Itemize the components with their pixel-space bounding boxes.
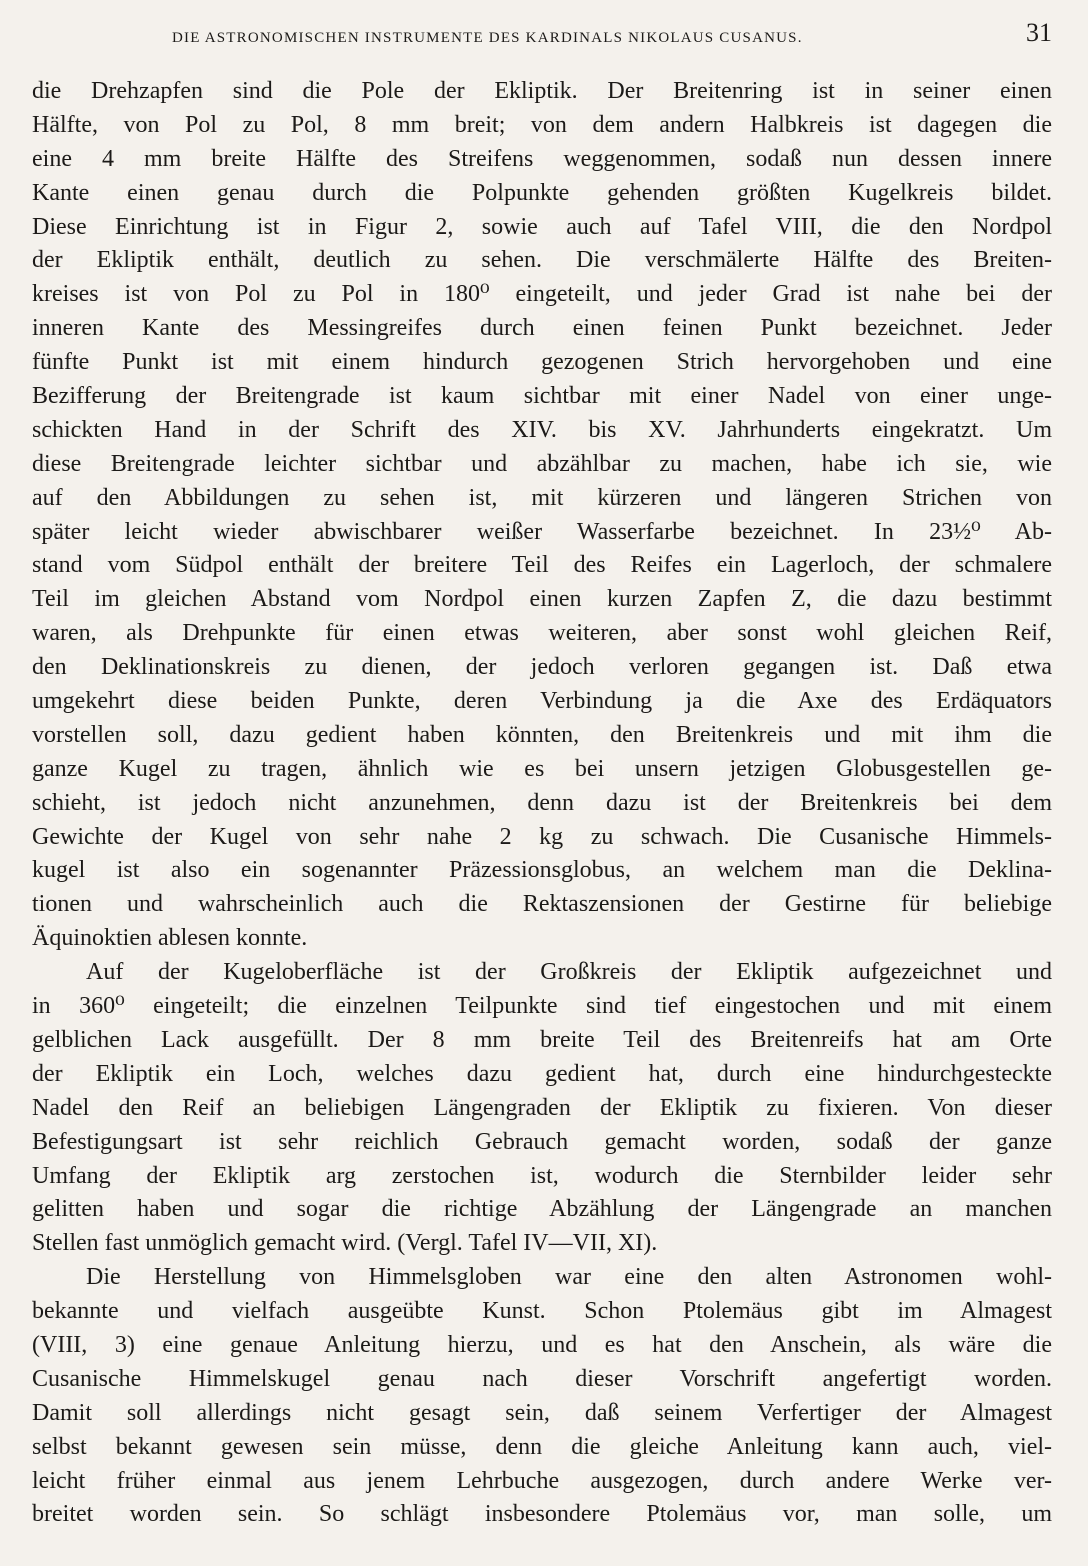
text-line: stand vom Südpol enthält der breitere Teil des Reifes ein Lagerloch, der schmalere: [32, 552, 1052, 579]
body-text: [32, 75, 1052, 1532]
text-line: leicht früher einmal aus jenem Lehrbuche ausgezogen, durch andere Werke ver-: [32, 1467, 1052, 1494]
text-line: Umfang der Ekliptik arg zerstochen ist, wodurch die Sternbilder leider sehr: [32, 1162, 1052, 1189]
text-line: Die Herstellung von Himmelsgloben war eine den alten Astronomen wohl-: [86, 1264, 1052, 1291]
text-line: breitet worden sein. So schlägt insbesondere Ptolemäus vor, man solle, um: [32, 1501, 1052, 1528]
text-line: der Ekliptik ein Loch, welches dazu gedient hat, durch eine hindurchgesteckte: [32, 1060, 1052, 1087]
text-line: Äquinoktien ablesen konnte.: [32, 925, 308, 952]
text-line: in 360⁰ eingeteilt; die einzelnen Teilpunkte sind tief eingestochen und mit einem: [32, 993, 1052, 1020]
page-number: 31: [1026, 18, 1052, 47]
text-line: Gewichte der Kugel von sehr nahe 2 kg zu schwach. Die Cusanische Himmels-: [32, 823, 1052, 850]
text-line: Diese Einrichtung ist in Figur 2, sowie auch auf Tafel VIII, die den Nordpol: [32, 213, 1052, 240]
text-line: Kante einen genau durch die Polpunkte gehenden größten Kugelkreis bildet.: [32, 179, 1052, 206]
text-line: gelblichen Lack ausgefüllt. Der 8 mm breite Teil des Breitenreifs hat am Orte: [32, 1026, 1052, 1053]
text-line: Stellen fast unmöglich gemacht wird. (Vergl. Tafel IV—VII, XI).: [32, 1230, 658, 1257]
text-line: Nadel den Reif an beliebigen Längengraden der Ekliptik zu fixieren. Von dieser: [32, 1094, 1052, 1121]
text-line: später leicht wieder abwischbarer weißer Wasserfarbe bezeichnet. In 23½⁰ Ab-: [32, 518, 1052, 545]
running-title: DIE ASTRONOMISCHEN INSTRUMENTE DES KARDINALS NIKOLAUS CUSANUS.: [172, 30, 803, 46]
text-line: diese Breitengrade leichter sichtbar und abzählbar zu machen, habe ich sie, wie: [32, 450, 1052, 477]
text-line: inneren Kante des Messingreifes durch einen feinen Punkt bezeichnet. Jeder: [32, 315, 1052, 342]
text-line: schieht, ist jedoch nicht anzunehmen, denn dazu ist der Breitenkreis bei dem: [32, 789, 1052, 816]
text-line: Hälfte, von Pol zu Pol, 8 mm breit; von dem andern Halbkreis ist dagegen die: [32, 111, 1052, 138]
text-line: ganze Kugel zu tragen, ähnlich wie es bei unsern jetzigen Globusgestellen ge-: [32, 755, 1052, 782]
text-line: Damit soll allerdings nicht gesagt sein, daß seinem Verfertiger der Almagest: [32, 1399, 1052, 1426]
text-line: selbst bekannt gewesen sein müsse, denn die gleiche Anleitung kann auch, viel-: [32, 1433, 1052, 1460]
text-line: vorstellen soll, dazu gedient haben könnten, den Breitenkreis und mit ihm die: [32, 721, 1052, 748]
text-line: (VIII, 3) eine genaue Anleitung hierzu, und es hat den Anschein, als wäre die: [32, 1331, 1052, 1358]
text-line: Bezifferung der Breitengrade ist kaum sichtbar mit einer Nadel von einer unge-: [32, 383, 1052, 410]
text-line: eine 4 mm breite Hälfte des Streifens weggenommen, sodaß nun dessen innere: [32, 145, 1052, 172]
text-line: Cusanische Himmelskugel genau nach dieser Vorschrift angefertigt worden.: [32, 1365, 1052, 1392]
text-line: schickten Hand in der Schrift des XIV. bis XV. Jahrhunderts eingekratzt. Um: [32, 416, 1052, 443]
text-line: fünfte Punkt ist mit einem hindurch gezogenen Strich hervorgehoben und eine: [32, 349, 1052, 376]
text-line: Befestigungsart ist sehr reichlich Gebrauch gemacht worden, sodaß der ganze: [32, 1128, 1052, 1155]
text-line: kugel ist also ein sogenannter Präzessionsglobus, an welchem man die Deklina-: [32, 857, 1052, 884]
text-line: auf den Abbildungen zu sehen ist, mit kürzeren und längeren Strichen von: [32, 484, 1052, 511]
text-line: bekannte und vielfach ausgeübte Kunst. Schon Ptolemäus gibt im Almagest: [32, 1298, 1052, 1325]
text-line: tionen und wahrscheinlich auch die Rektaszensionen der Gestirne für beliebige: [32, 891, 1052, 918]
text-line: kreises ist von Pol zu Pol in 180⁰ eingeteilt, und jeder Grad ist nahe bei der: [32, 281, 1052, 308]
text-line: der Ekliptik enthält, deutlich zu sehen. Die verschmälerte Hälfte des Breiten-: [32, 247, 1052, 274]
text-line: Auf der Kugeloberfläche ist der Großkreis der Ekliptik aufgezeichnet und: [86, 959, 1052, 986]
text-line: den Deklinationskreis zu dienen, der jedoch verloren gegangen ist. Daß etwa: [32, 654, 1052, 681]
text-line: die Drehzapfen sind die Pole der Ekliptik. Der Breitenring ist in seiner einen: [32, 78, 1052, 104]
text-line: gelitten haben und sogar die richtige Abzählung der Längengrade an manchen: [32, 1196, 1052, 1223]
text-line: waren, als Drehpunkte für einen etwas weiteren, aber sonst wohl gleichen Reif,: [32, 620, 1052, 647]
text-line: umgekehrt diese beiden Punkte, deren Verbindung ja die Axe des Erdäquators: [32, 688, 1052, 715]
text-line: Teil im gleichen Abstand vom Nordpol einen kurzen Zapfen Z, die dazu bestimmt: [32, 586, 1052, 613]
running-head: [32, 14, 1052, 54]
